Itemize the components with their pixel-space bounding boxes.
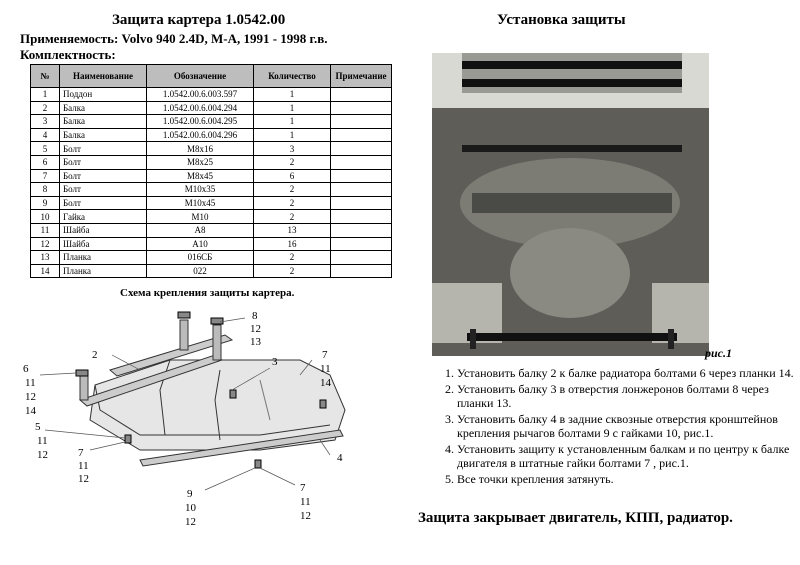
table-cell: Шайба <box>60 237 147 251</box>
column-header: Обозначение <box>147 65 254 88</box>
engine-bay-photo-illustration <box>432 53 709 356</box>
table-cell: 12 <box>31 237 60 251</box>
table-cell: 14 <box>31 264 60 278</box>
callout-label: 5 <box>35 421 41 433</box>
column-header: Наименование <box>60 65 147 88</box>
table-row <box>31 169 392 183</box>
table-cell: 2 <box>254 264 331 278</box>
callout-label: 13 <box>250 336 261 348</box>
table-row <box>31 196 392 210</box>
list-item: 5. Все точки крепления затянуть. <box>457 472 800 486</box>
table-row <box>31 142 392 156</box>
table-cell <box>331 128 392 142</box>
table-cell: 016СБ <box>147 251 254 265</box>
table-cell: 1 <box>254 128 331 142</box>
table-cell: 2 <box>254 183 331 197</box>
callout-label: 2 <box>92 349 98 361</box>
table-cell <box>331 237 392 251</box>
table-cell: 2 <box>31 101 60 115</box>
table-cell: 2 <box>254 196 331 210</box>
callout-label: 12 <box>185 516 196 528</box>
table-row <box>31 183 392 197</box>
table-row <box>31 237 392 251</box>
callout-label: 7 <box>78 447 84 459</box>
callout-label: 12 <box>25 391 36 403</box>
table-cell: 7 <box>31 169 60 183</box>
table-cell <box>331 223 392 237</box>
table-cell: 2 <box>254 251 331 265</box>
callout-label: 11 <box>300 496 311 508</box>
completeness-heading: Комплектность: <box>20 47 116 62</box>
table-cell: 16 <box>254 237 331 251</box>
table-row <box>31 223 392 237</box>
callout-label: 7 <box>300 482 306 494</box>
table-row <box>31 101 392 115</box>
table-cell: 9 <box>31 196 60 210</box>
table-cell: 13 <box>31 251 60 265</box>
table-cell: Болт <box>60 183 147 197</box>
coverage-note: Защита закрывает двигатель, КПП, радиатор. <box>418 510 733 526</box>
table-cell: Шайба <box>60 223 147 237</box>
table-cell: Гайка <box>60 210 147 224</box>
callout-label: 6 <box>23 363 29 375</box>
table-cell: 1.0542.00.6.004.294 <box>147 101 254 115</box>
list-item: 4. Установить защиту к установленным балкам и по центру к балке двигателя в штатные гайки болтами 7 , рис.1. <box>457 442 800 470</box>
table-cell: Балка <box>60 128 147 142</box>
table-cell <box>331 142 392 156</box>
table-cell: 1.0542.00.6.004.296 <box>147 128 254 142</box>
table-cell: 10 <box>31 210 60 224</box>
installation-steps <box>432 366 800 488</box>
mounting-diagram <box>0 300 420 560</box>
table-cell: 1 <box>254 101 331 115</box>
table-cell <box>331 169 392 183</box>
table-row <box>31 210 392 224</box>
column-header: Количество <box>254 65 331 88</box>
callout-label: 14 <box>320 377 331 389</box>
table-cell: 1.0542.00.6.003.597 <box>147 88 254 102</box>
table-cell <box>331 88 392 102</box>
figure-label: рис.1 <box>705 346 732 360</box>
installation-photo <box>432 53 709 356</box>
table-cell: A8 <box>147 223 254 237</box>
callout-label: 12 <box>300 510 311 522</box>
table-cell: Болт <box>60 155 147 169</box>
column-header: № <box>31 65 60 88</box>
table-row <box>31 264 392 278</box>
table-cell: 5 <box>31 142 60 156</box>
table-cell: 1.0542.00.6.004.295 <box>147 115 254 129</box>
callout-label: 3 <box>272 356 278 368</box>
table-cell: 1 <box>31 88 60 102</box>
table-row <box>31 88 392 102</box>
callout-label: 11 <box>78 460 89 472</box>
table-cell: 4 <box>31 128 60 142</box>
table-cell: 2 <box>254 210 331 224</box>
table-cell <box>331 155 392 169</box>
table-cell: Поддон <box>60 88 147 102</box>
table-cell: Балка <box>60 115 147 129</box>
table-cell <box>331 183 392 197</box>
table-cell <box>331 115 392 129</box>
table-cell: M10x45 <box>147 196 254 210</box>
table-cell: M8x25 <box>147 155 254 169</box>
callout-label: 9 <box>187 488 193 500</box>
table-cell: 1 <box>254 88 331 102</box>
table-cell: Планка <box>60 251 147 265</box>
callout-label: 11 <box>37 435 48 447</box>
table-cell: 1 <box>254 115 331 129</box>
list-item: 1. Установить балку 2 к балке радиатора болтами 6 через планки 14. <box>457 366 800 380</box>
callout-label: 11 <box>25 377 36 389</box>
table-cell: Болт <box>60 142 147 156</box>
table-cell: M10 <box>147 210 254 224</box>
table-cell <box>331 264 392 278</box>
table-cell: 022 <box>147 264 254 278</box>
list-item: 3. Установить балку 4 в задние сквозные отверстия кронштейнов крепления рычагов болтами 9 с гайками 10, рис.1. <box>457 412 800 440</box>
table-cell: A10 <box>147 237 254 251</box>
callout-label: 12 <box>37 449 48 461</box>
table-cell: 6 <box>254 169 331 183</box>
document-title: Защита картера 1.0542.00 <box>112 12 286 28</box>
diagram-caption: Схема крепления защиты картера. <box>120 287 295 299</box>
table-cell <box>331 196 392 210</box>
table-cell <box>331 251 392 265</box>
table-cell: M8x16 <box>147 142 254 156</box>
table-row <box>31 128 392 142</box>
table-row <box>31 155 392 169</box>
table-cell <box>331 101 392 115</box>
callout-label: 12 <box>250 323 261 335</box>
callout-label: 14 <box>25 405 36 417</box>
callout-label: 7 <box>322 349 328 361</box>
parts-table <box>30 64 392 278</box>
table-cell: M10x35 <box>147 183 254 197</box>
applicability-line: Применяемость: Volvo 940 2.4D, M-A, 1991 - 1998 г.в. <box>20 31 328 46</box>
table-cell: M8x45 <box>147 169 254 183</box>
table-cell: Балка <box>60 101 147 115</box>
table-cell: 3 <box>254 142 331 156</box>
table-cell <box>331 210 392 224</box>
callout-label: 4 <box>337 452 343 464</box>
callout-label: 8 <box>252 310 258 322</box>
table-cell: Болт <box>60 196 147 210</box>
callout-label: 11 <box>320 363 331 375</box>
installation-title: Установка защиты <box>497 12 626 28</box>
table-cell: Болт <box>60 169 147 183</box>
table-row <box>31 251 392 265</box>
table-cell: Планка <box>60 264 147 278</box>
callout-label: 10 <box>185 502 196 514</box>
table-cell: 13 <box>254 223 331 237</box>
callout-label: 12 <box>78 473 89 485</box>
column-header: Примечание <box>331 65 392 88</box>
table-header-row <box>31 65 392 88</box>
table-row <box>31 115 392 129</box>
table-cell: 8 <box>31 183 60 197</box>
list-item: 2. Установить балку 3 в отверстия лонжеронов болтами 8 через планки 13. <box>457 382 800 410</box>
table-cell: 6 <box>31 155 60 169</box>
table-cell: 11 <box>31 223 60 237</box>
table-cell: 3 <box>31 115 60 129</box>
table-cell: 2 <box>254 155 331 169</box>
